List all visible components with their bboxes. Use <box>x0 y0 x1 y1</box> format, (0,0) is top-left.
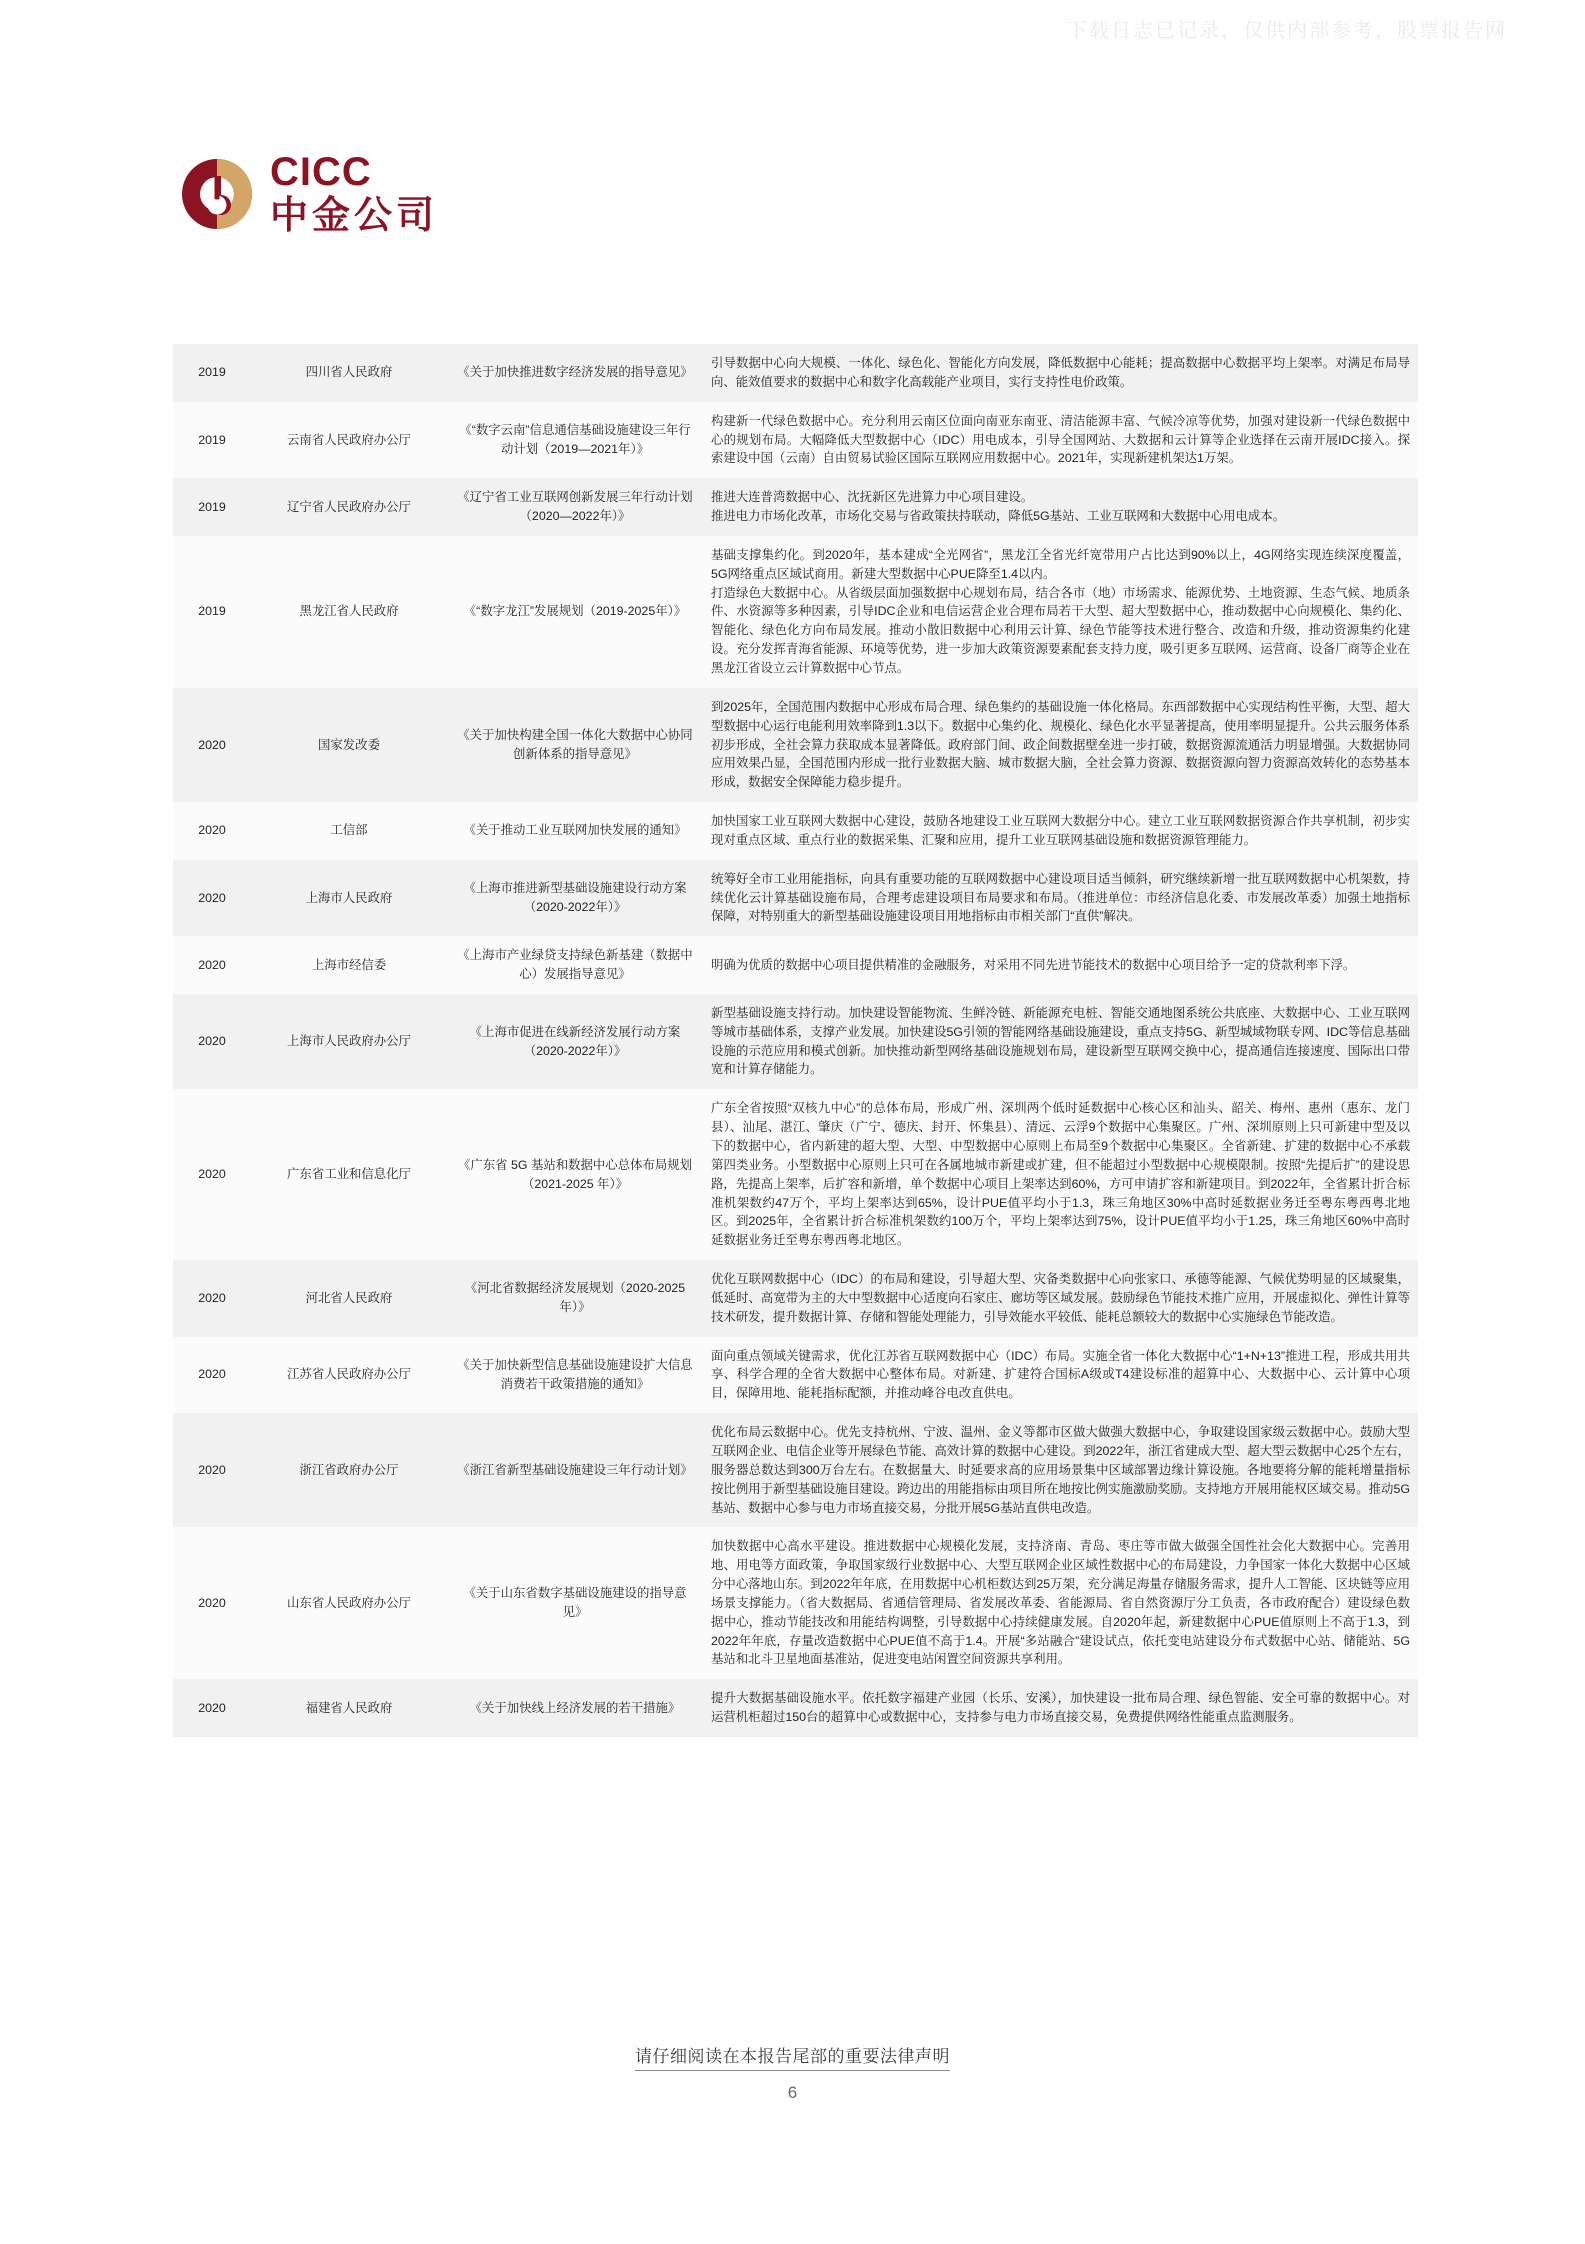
cell-agency: 上海市经信委 <box>251 936 447 994</box>
description-paragraph: 明确为优质的数据中心项目提供精准的金融服务，对采用不同先进节能技术的数据中心项目给予一定的贷款利率下浮。 <box>711 957 1356 972</box>
table-row <box>173 1413 1418 1527</box>
cell-year: 2020 <box>173 1413 251 1527</box>
cell-description <box>703 994 1418 1089</box>
cell-agency: 四川省人民政府 <box>251 344 447 402</box>
watermark-text: 下载日志已记录，仅供内部参考，股票报告网 <box>1067 20 1507 42</box>
cell-policy-name: 《关于加快推进数字经济发展的指导意见》 <box>447 344 703 402</box>
description-paragraph: 引导数据中心向大规模、一体化、绿色化、智能化方向发展，降低数据中心能耗；提高数据中心数据平均上架率。对满足布局导向、能效值要求的数据中心和数字化高载能产业项目，实行支持性电价政策。 <box>711 356 1410 389</box>
cell-year: 2020 <box>173 994 251 1089</box>
table-row <box>173 344 1418 402</box>
cell-year: 2020 <box>173 936 251 994</box>
table-row <box>173 860 1418 937</box>
table-row <box>173 802 1418 860</box>
cell-policy-name: 《“数字龙江”发展规划（2019-2025年）》 <box>447 536 703 688</box>
cell-policy-name: 《河北省数据经济发展规划（2020-2025年）》 <box>447 1260 703 1337</box>
cell-description <box>703 478 1418 536</box>
description-paragraph: 统筹好全市工业用能指标，向具有重要功能的互联网数据中心建设项目适当倾斜，研究继续新增一批互联网数据中心机架数，持续优化云计算基础设施布局，合理考虑建设项目布局要求和布局。（推进单位：市经济信息化委、市发展改革委）加强土地指标保障，对特别重大的新型基础设施建设项目用地指标由市相关部门“直供”解决。 <box>711 871 1410 924</box>
cell-policy-name: 《关于加快新型信息基础设施建设扩大信息消费若干政策措施的通知》 <box>447 1337 703 1414</box>
table-row <box>173 1260 1418 1337</box>
cell-description <box>703 802 1418 860</box>
cicc-logo-mark-icon <box>178 155 256 233</box>
legal-disclaimer: 请仔细阅读在本报告尾部的重要法律声明 <box>635 2042 950 2071</box>
description-paragraph: 推进大连普湾数据中心、沈抚新区先进算力中心项目建设。 <box>711 490 1034 505</box>
cell-year: 2019 <box>173 536 251 688</box>
description-paragraph: 新型基础设施支持行动。加快建设智能物流、生鲜冷链、新能源充电桩、智能交通地图系统公共底座、大数据中心、工业互联网等城市基础体系，支撑产业发展。加快建设5G引领的智能网络基础设施建设，重点支持5G、新型城域物联专网、IDC等信息基础设施的示范应用和模式创新。加快推动新型网络基础设施规划布局，建设新型互联网交换中心，提高通信连接速度、国际出口带宽和计算存储能力。 <box>711 1005 1410 1077</box>
cell-policy-name: 《上海市促进在线新经济发展行动方案（2020-2022年）》 <box>447 994 703 1089</box>
cell-agency: 工信部 <box>251 802 447 860</box>
cell-year: 2020 <box>173 1089 251 1260</box>
description-paragraph: 加快国家工业互联网大数据中心建设，鼓励各地建设工业互联网大数据分中心。建立工业互联网数据资源合作共享机制，初步实现对重点区域、重点行业的数据采集、汇聚和应用，提升工业互联网基础设施和数据资源管理能力。 <box>711 814 1410 847</box>
cell-description <box>703 1527 1418 1679</box>
cell-description <box>703 936 1418 994</box>
cell-policy-name: 《“数字云南”信息通信基础设施建设三年行动计划（2019—2021年）》 <box>447 402 703 479</box>
cell-policy-name: 《辽宁省工业互联网创新发展三年行动计划（2020—2022年）》 <box>447 478 703 536</box>
cell-year: 2019 <box>173 478 251 536</box>
cell-policy-name: 《上海市产业绿贷支持绿色新基建（数据中心）发展指导意见》 <box>447 936 703 994</box>
cell-agency: 山东省人民政府办公厅 <box>251 1527 447 1679</box>
cell-agency: 上海市人民政府办公厅 <box>251 994 447 1089</box>
table-row <box>173 994 1418 1089</box>
cell-description <box>703 402 1418 479</box>
cell-policy-name: 《关于加快构建全国一体化大数据中心协同创新体系的指导意见》 <box>447 688 703 802</box>
cell-policy-name: 《关于山东省数字基础设施建设的指导意见》 <box>447 1527 703 1679</box>
cell-description <box>703 688 1418 802</box>
description-paragraph: 基础支撑集约化。到2020年，基本建成“全光网省”，黑龙江全省光纤宽带用户占比达到90%以上，4G网络实现连续深度覆盖，5G网络重点区域试商用。新建大型数据中心PUE降至1.4以内。 <box>711 547 1410 581</box>
cell-year: 2020 <box>173 1337 251 1414</box>
cell-description <box>703 536 1418 688</box>
cell-year: 2020 <box>173 1260 251 1337</box>
page-number: 6 <box>787 2083 798 2102</box>
table-row <box>173 1337 1418 1414</box>
cell-agency: 河北省人民政府 <box>251 1260 447 1337</box>
description-paragraph: 优化互联网数据中心（IDC）的布局和建设，引导超大型、灾备类数据中心向张家口、承德等能源、气候优势明显的区域聚集，低延时、高宽带为主的大中型数据中心适度向石家庄、廊坊等区域发展。鼓励绿色节能技术推广应用，开展虚拟化、弹性计算等技术研发，提升数据计算、存储和智能处理能力，引导效能水平较低、能耗总额较大的数据中心实施绿色节能改造。 <box>711 1272 1410 1324</box>
table-row <box>173 1679 1418 1737</box>
cell-policy-name: 《上海市推进新型基础设施建设行动方案（2020-2022年）》 <box>447 860 703 937</box>
description-paragraph: 打造绿色大数据中心。从省级层面加强数据中心规划布局，结合各市（地）市场需求、能源优势、土地资源、生态气候、地质条件、水资源等多种因素，引导IDC企业和电信运营企业合理布局若干大型、超大型数据中心，推动数据中心向规模化、集约化、智能化、绿色化方向布局发展。推动小散旧数据中心利用云计算、绿色节能等技术进行整合、改造和升级，推动资源集约化建设。充分发挥青海省能源、环境等优势，进一步加大政策资源要素配套支持力度，吸引更多互联网、运营商、设备厂商等企业在黑龙江省设立云计算数据中心节点。 <box>711 585 1410 675</box>
table-row <box>173 536 1418 688</box>
logo-text-en: CICC <box>270 150 372 194</box>
cell-year: 2019 <box>173 402 251 479</box>
cell-year: 2020 <box>173 688 251 802</box>
cell-year: 2019 <box>173 344 251 402</box>
cell-policy-name: 《浙江省新型基础设施建设三年行动计划》 <box>447 1413 703 1527</box>
table-row <box>173 688 1418 802</box>
description-paragraph: 推进电力市场化改革，市场化交易与省政策扶持联动，降低5G基站、工业互联网和大数据中心用电成本。 <box>711 509 1286 524</box>
cell-agency: 辽宁省人民政府办公厅 <box>251 478 447 536</box>
cell-description <box>703 1260 1418 1337</box>
cell-description <box>703 860 1418 937</box>
cell-agency: 浙江省政府办公厅 <box>251 1413 447 1527</box>
table-row <box>173 1527 1418 1679</box>
cell-description <box>703 344 1418 402</box>
cell-agency: 云南省人民政府办公厅 <box>251 402 447 479</box>
cell-description <box>703 1089 1418 1260</box>
description-paragraph: 优化布局云数据中心。优先支持杭州、宁波、温州、金义等都市区做大做强大数据中心，争取建设国家级云数据中心。鼓励大型互联网企业、电信企业等开展绿色节能、高效计算的数据中心建设。到2022年，浙江省建成大型、超大型云数据中心25个左右，服务器总数达到300万台左右。在数据量大、时延要求高的应用场景集中区域部署边缘计算设施。各地要将分解的能耗增量指标按比例用于新型基础设施目建设。跨边出的用能指标由项目所在地按比例实施激励奖励。支持地方开展用能权区域交易。推动5G基站、数据中心参与电力市场直接交易，分批开展5G基站直供电改造。 <box>711 1425 1410 1515</box>
cell-year: 2020 <box>173 802 251 860</box>
table-row <box>173 936 1418 994</box>
cell-description <box>703 1413 1418 1527</box>
cell-year: 2020 <box>173 860 251 937</box>
cell-description <box>703 1679 1418 1737</box>
table-row <box>173 402 1418 479</box>
cell-agency: 上海市人民政府 <box>251 860 447 937</box>
cell-agency: 黑龙江省人民政府 <box>251 536 447 688</box>
cell-agency: 国家发改委 <box>251 688 447 802</box>
description-paragraph: 到2025年，全国范围内数据中心形成布局合理、绿色集约的基础设施一体化格局。东西部数据中心实现结构性平衡，大型、超大型数据中心运行电能利用效率降到1.3以下。数据中心集约化、规模化、绿色化水平显著提高，使用率明显提升。公共云服务体系初步形成，全社会算力获取成本显著降低。政府部门间、政企间数据壁垒进一步打破，数据资源流通活力明显增强。大数据协同应用效果凸显，全国范围内形成一批行业数据大脑、城市数据大脑，全社会算力资源、数据资源向智力资源高效转化的态势基本形成，数据安全保障能力稳步提升。 <box>711 699 1410 790</box>
cell-year: 2020 <box>173 1527 251 1679</box>
cell-agency: 广东省工业和信息化厅 <box>251 1089 447 1260</box>
cell-agency: 福建省人民政府 <box>251 1679 447 1737</box>
cell-policy-name: 《关于推动工业互联网加快发展的通知》 <box>447 802 703 860</box>
description-paragraph: 构建新一代绿色数据中心。充分利用云南区位面向南亚东南亚、清洁能源丰富、气候冷凉等优势，加强对建设新一代绿色数据中心的规划布局。大幅降低大型数据中心（IDC）用电成本，引导全国网站、大数据和云计算等企业选择在云南开展IDC接入。探索建设中国（云南）自由贸易试验区国际互联网应用数据中心。2021年，实现新建机架达1万架。 <box>711 413 1410 466</box>
description-paragraph: 广东全省按照“双核九中心”的总体布局，形成广州、深圳两个低时延数据中心核心区和汕头、韶关、梅州、惠州（惠东、龙门县）、汕尾、湛江、肇庆（广宁、德庆、封开、怀集县）、清远、云浮9个数据中心集聚区。广州、深圳原则上只可新建中型及以下的数据中心，省内新建的超大型、大型、中型数据中心原则上布局至9个数据中心集聚区。全省新建、扩建的数据中心不承载第四类业务。小型数据中心原则上只可在各属地城市新建或扩建，但不能超过小型数据中心规模限制。按照“先提后扩”的建设思路，先提高上架率，后扩容和新增，单个数据中心项目上架率达到60%，方可申请扩容和新建项目。到2022年，全省累计折合标准机架数约47万个，平均上架率达到65%，设计PUE值平均小于1.3，珠三角地区30%中高时延数据业务迁至粤东粤西粤北地区。到2025年，全省累计折合标准机架数约100万个，平均上架率达到75%，设计PUE值平均小于1.25，珠三角地区60%中高时延数据业务迁至粤东粤西粤北地区。 <box>711 1101 1410 1248</box>
cell-description <box>703 1337 1418 1414</box>
logo-text-cn: 中金公司 <box>270 195 439 237</box>
policy-table-body <box>173 344 1418 1737</box>
cicc-logo <box>178 152 438 235</box>
description-paragraph: 加快数据中心高水平建设。推进数据中心规模化发展，支持济南、青岛、枣庄等市做大做强全国性社会化大数据中心。完善用地、用电等方面政策，争取国家级行业数据中心、大型互联网企业区域性数据中心的布局建设，力争国家一体化大数据中心区域分中心落地山东。到2022年年底，在用数据中心机柜数达到25万架，充分满足海量存储服务需求，提升人工智能、区块链等应用场景支撑能力。（省大数据局、省通信管理局、省发展改革委、省能源局、省自然资源厅分工负责，各市政府配合）建设绿色数据中心，推动节能技改和用能结构调整，引导数据中心持续健康发展。自2020年起，新建数据中心PUE值原则上不高于1.3，到2022年年底，存量改造数据中心PUE值不高于1.4。开展“多站融合”建设试点，依托变电站建设分布式数据中心站、储能站、5G基站和北斗卫星地面基准站，促进变电站闲置空间资源共享利用。 <box>711 1539 1410 1667</box>
policy-table <box>173 344 1418 1737</box>
table-row <box>173 478 1418 536</box>
cell-policy-name: 《关于加快线上经济发展的若干措施》 <box>447 1679 703 1737</box>
description-paragraph: 提升大数据基础设施水平。依托数字福建产业园（长乐、安溪），加快建设一批布局合理、绿色智能、安全可靠的数据中心。对运营机柜超过150台的超算中心或数据中心，支持参与电力市场直接交易，免费提供网络性能重点监测服务。 <box>711 1691 1410 1725</box>
cell-agency: 江苏省人民政府办公厅 <box>251 1337 447 1414</box>
table-row <box>173 1089 1418 1260</box>
page-footer <box>0 2042 1585 2103</box>
description-paragraph: 面向重点领域关键需求，优化江苏省互联网数据中心（IDC）布局。实施全省一体化大数据中心“1+N+13”推进工程，形成共用共享、科学合理的全省大数据中心整体布局。对新建、扩建符合国标A级或T4建设标准的超算中心、大数据中心、云计算中心项目，保障用地、能耗指标配额，并推动峰谷电改直供电。 <box>711 1348 1410 1401</box>
cell-policy-name: 《广东省 5G 基站和数据中心总体布局规划（2021-2025 年）》 <box>447 1089 703 1260</box>
cell-year: 2020 <box>173 1679 251 1737</box>
